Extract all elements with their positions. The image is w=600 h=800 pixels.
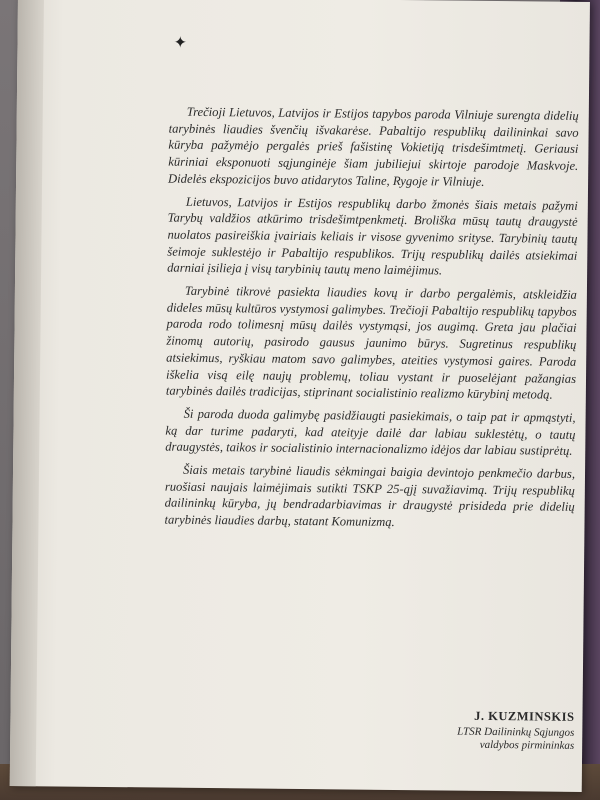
paragraph-3: Tarybinė tikrovė pasiekta liaudies kovų ir darbo pergalėmis, atskleidžia dideles mūsų kultūros vystymosi galimybes. Trečioji Pabaltijo respublikų tapybos paroda rodo tolimesnį mūsų dailės vystymąsi, jos augimą. Greta jau plačiai žinomų autorių, pasirodo gausus jaunimo būrys. Sugretinus respublikų atsiekimus, ryškiau matom savo galimybes, ateities vystymosi gaires. Paroda iškelia visą eilę naujų problemų, toliau vystant ir puoselėjant pažangias tarybinės dailės tradicijas, stiprinant socialistinio realizmo kūrybinį metodą. (165, 283, 577, 402)
paragraph-5: Šiais metais tarybinė liaudis sėkmingai baigia devintojo penkmečio darbus, ruošiasi naujais laimėjimais sutikti TSKP 25-ąjį suvažiavimą. Trijų respublikų dailininkų kūryba, jų bendradarbiavimas ir draugystė prisideda prie didelių tarybinės liaudies darbų, statant Komunizmą. (164, 462, 576, 530)
author-title-line-1: LTSR Dailininkų Sąjungos (457, 725, 575, 739)
paragraph-2: Lietuvos, Latvijos ir Estijos respublikų darbo žmonės šiais metais pažymi Tarybų valdžios atkūrimo trisdešimtpenkmetį. Broliška mūsų tautų draugystė nuolatos pasireiškia įvairiais keliais ir visose gyvenimo srityse. Tarybinių tautų šeimoje suklestėjo ir Pabaltijo respublikos. Trijų respublikų dailės atsiekimai darniai įsilieja į visų tarybinių tautų meno laimėjimus. (167, 194, 578, 278)
star-ornament-icon: ✦ (173, 34, 188, 52)
body-text (164, 104, 578, 533)
signature-block (410, 708, 574, 753)
paragraph-4: Ši paroda duoda galimybę pasidžiaugti pasiekimais, o taip pat ir apmąstyti, ką dar turime padaryti, kad ateityje dailė dar labiau suklestėtų, o tautų draugystės, taikos ir socialistinio internacionalizmo idėjos dar labiau sustiprėtų. (165, 406, 576, 459)
author-title-line-2: valdybos pirmininkas (479, 738, 575, 752)
book-page (10, 0, 590, 792)
author-name: J. KUZMINSKIS (474, 708, 575, 724)
paragraph-1: Trečioji Lietuvos, Latvijos ir Estijos tapybos paroda Vilniuje surengta didelių tarybinės liaudies švenčių išvakarėse. Pabaltijo respublikų dailininkai savo kūryba pažymėjo pergalės prieš fašistinę Vokietiją trisdešimtmetį. Geriausi kūriniai eksponuoti sąjunginėje šiam jubiliejui skirtoje parodoje Maskvoje. Didelės ekspozicijos buvo atidarytos Taline, Rygoje ir Vilniuje. (168, 104, 579, 189)
